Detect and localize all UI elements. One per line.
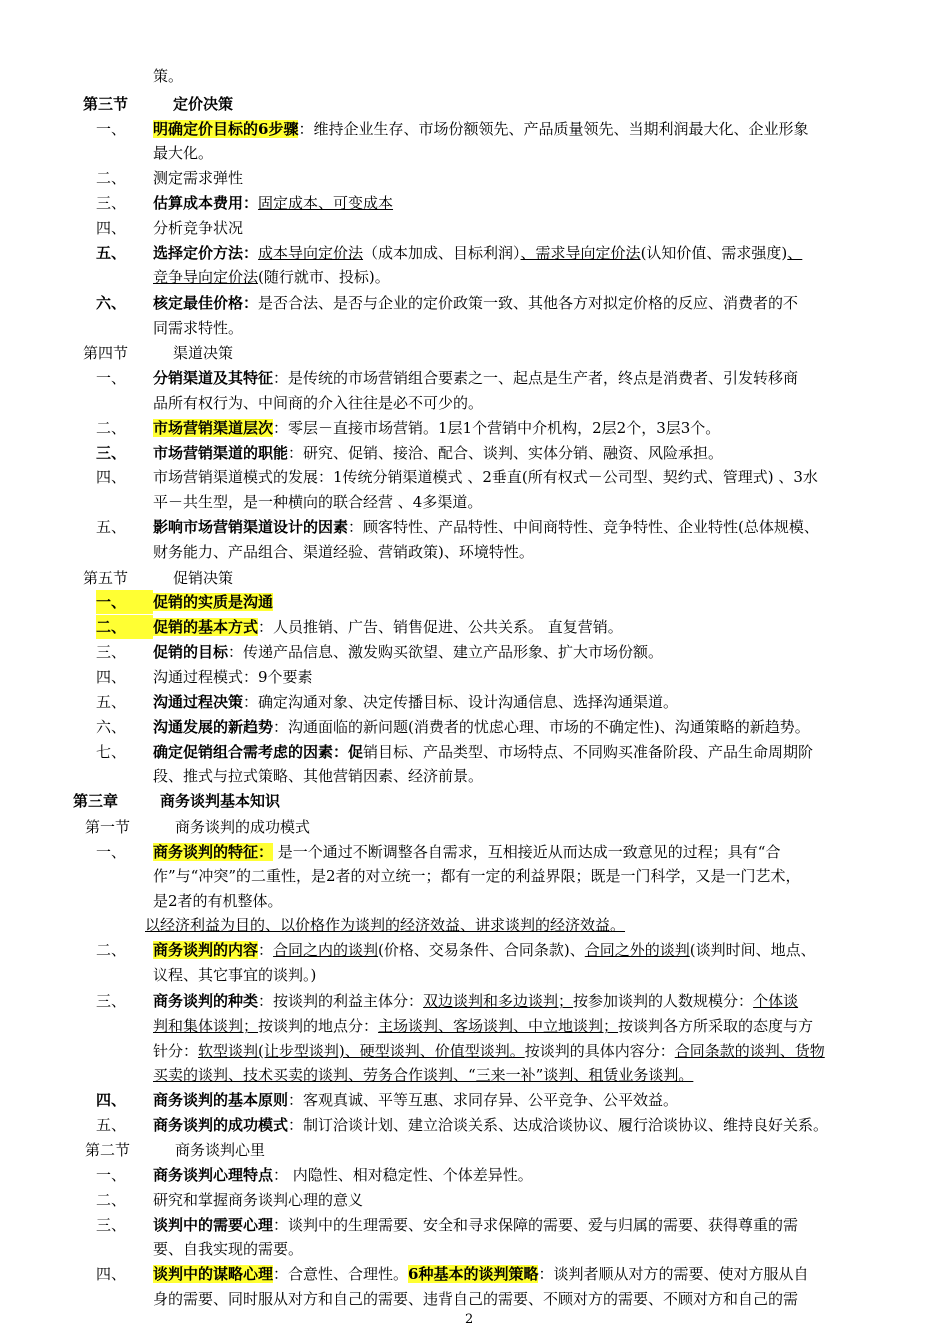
key-term: 谈判中的需要心理	[153, 1216, 274, 1234]
text: 作”与“冲突”的二重性，是2者的对立统一；都有一定的利益界限；既是一门科学，又是一门艺术，	[153, 867, 801, 885]
underlined-text: 竞争导向定价法	[153, 268, 259, 286]
section-title: 商务谈判的成功模式	[175, 818, 311, 836]
list-number: 一、	[96, 843, 127, 861]
text: ：是传统的市场营销组合要素之一、起点是生产者，终点是消费者、引发转移商	[273, 369, 799, 387]
text: ：零层－直接市场营销。1层1个营销中介机构，2层2个，3层3个。	[273, 419, 721, 437]
text: ：按谈判的利益主体分：	[258, 992, 424, 1010]
text: 市场营销渠道模式的发展：1传统分销渠道模式 、2垂直(所有权式－公司型、契约式、管理式) 、3水	[153, 468, 818, 486]
key-term: 促销的目标	[153, 643, 229, 661]
list-number: 一、	[96, 590, 153, 614]
text: (价格、交易条件、合同条款)、	[378, 941, 585, 959]
section-number: 第五节	[83, 569, 129, 587]
list-number: 一、	[96, 369, 127, 387]
key-term: 沟通发展的新趋势	[153, 718, 274, 736]
list-number: 三、	[96, 1216, 127, 1234]
text: ：人员推销、广告、销售促进、公共关系。 直复营销。	[258, 618, 623, 636]
key-term: 商务谈判心理特点	[153, 1166, 274, 1184]
text: ： 内隐性、相对稳定性、个体差异性。	[273, 1166, 533, 1184]
text: 分析竞争状况	[153, 219, 244, 237]
section-title: 定价决策	[173, 95, 234, 113]
text: 品所有权行为、中间商的介入往往是必不可少的。	[153, 394, 484, 412]
text: 测定需求弹性	[153, 169, 244, 187]
key-term: 商务谈判的内容	[153, 941, 259, 959]
text: 是一个通过不断调整各自需求，互相接近从而达成一致意见的过程；具有“合	[273, 843, 781, 861]
key-term: 6种基本的谈判策略	[408, 1265, 539, 1283]
underlined-text: 软型谈判(让步型谈判)、硬型谈判、价值型谈判。	[198, 1042, 525, 1060]
key-term: 核定最佳价格：	[153, 294, 259, 312]
text: (认知价值、需求强度)	[640, 244, 788, 262]
key-term: 促销的实质是沟通	[153, 593, 274, 611]
text: 沟通过程模式：9个要素	[153, 668, 313, 686]
text: 要、自我实现的需要。	[153, 1240, 304, 1258]
key-term: 谈判中的谋略心理	[153, 1265, 274, 1283]
underlined-text: 买卖的谈判、技术买卖的谈判、劳务合作谈判、“三来一补”谈判、租赁业务谈判。	[153, 1066, 694, 1084]
key-term: 确定促销组合需考虑的因素：促	[153, 743, 364, 761]
underlined-text: 成本导向定价法	[258, 244, 364, 262]
list-number: 二、	[96, 1191, 127, 1209]
text: 同需求特性。	[153, 319, 244, 337]
text: 按谈判的地点分：	[258, 1017, 379, 1035]
list-number: 四、	[96, 1091, 127, 1109]
text: 平－共生型，是一种横向的联合经营 、4多渠道。	[153, 493, 483, 511]
text: 销目标、产品类型、市场特点、不同购买准备阶段、产品生命周期阶	[363, 743, 814, 761]
text: ：客观真诚、平等互惠、求同存异、公平竞争、公平效益。	[288, 1091, 679, 1109]
list-number: 六、	[96, 718, 127, 736]
underlined-text: 合同之外的谈判	[584, 941, 690, 959]
list-number: 二、	[96, 169, 127, 187]
underlined-text: 合同条款的谈判、货物	[674, 1042, 825, 1060]
list-number: 二、	[96, 419, 127, 437]
text: ：沟通面临的新问题(消费者的忧虑心理、市场的不确定性)、沟通策略的新趋势。	[273, 718, 810, 736]
list-number: 二、	[96, 615, 153, 639]
key-term: 促销的基本方式	[153, 618, 259, 636]
text: 财务能力、产品组合、渠道经验、营销政策)、环境特性。	[153, 543, 534, 561]
text: 段、推式与拉式策略、其他营销因素、经济前景。	[153, 767, 484, 785]
list-number: 一、	[96, 1166, 127, 1184]
list-number: 二、	[96, 941, 127, 959]
text: 是2者的有机整体。	[153, 892, 283, 910]
text: ：顾客特性、产品特性、中间商特性、竞争特性、企业特性(总体规模、	[348, 518, 819, 536]
text: ：研究、促销、接洽、配合、谈判、实体分销、融资、风险承担。	[288, 444, 724, 462]
text: ：合意性、合理性。	[273, 1265, 409, 1283]
text: 最大化。	[153, 144, 214, 162]
list-number: 三、	[96, 643, 127, 661]
underlined-text: 、	[787, 244, 803, 262]
text: 按谈判各方所采取的态度与方	[618, 1017, 814, 1035]
key-term: 市场营销渠道的职能	[153, 444, 289, 462]
text: (谈判时间、地点、	[689, 941, 816, 959]
key-term: 选择定价方法：	[153, 244, 259, 262]
underlined-text: 双边谈判和多边谈判；	[423, 992, 574, 1010]
section-title: 渠道决策	[173, 344, 234, 362]
list-number: 五、	[96, 1116, 127, 1134]
section-number: 第一节	[85, 818, 131, 836]
text: 研究和掌握商务谈判心理的意义	[153, 1191, 364, 1209]
list-number: 四、	[96, 668, 127, 686]
text: 身的需要、同时服从对方和自己的需要、违背自己的需要、不顾对方的需要、不顾对方和自己的需	[153, 1290, 799, 1308]
text: ：确定沟通对象、决定传播目标、设计沟通信息、选择沟通渠道。	[243, 693, 679, 711]
key-term: 分销渠道及其特征	[153, 369, 274, 387]
underlined-text: 个体谈	[753, 992, 799, 1010]
text: 是否合法、是否与企业的定价政策一致、其他各方对拟定价格的反应、消费者的不	[258, 294, 799, 312]
underlined-text: 、需求导向定价法	[520, 244, 641, 262]
text: （成本加成、目标利润）	[363, 244, 521, 262]
text: ：谈判者顺从对方的需要、使对方服从自	[538, 1265, 809, 1283]
section-number: 第四节	[83, 344, 129, 362]
chapter-number: 第三章	[73, 792, 119, 810]
text: 策。	[153, 67, 184, 85]
underlined-text: 判和集体谈判；	[153, 1017, 259, 1035]
underlined-text: 主场谈判、客场谈判、中立地谈判；	[378, 1017, 619, 1035]
section-number: 第三节	[83, 95, 129, 113]
text: ：传递产品信息、激发购买欲望、建立产品形象、扩大市场份额。	[228, 643, 664, 661]
section-title: 促销决策	[173, 569, 234, 587]
list-number: 七、	[96, 743, 127, 761]
key-term: 市场营销渠道层次	[153, 419, 274, 437]
underlined-text: 以经济利益为目的、以价格作为谈判的经济效益、讲求谈判的经济效益。	[145, 916, 626, 934]
list-number: 四、	[96, 219, 127, 237]
text: 按参加谈判的人数规模分：	[573, 992, 754, 1010]
underlined-text: 固定成本、可变成本	[258, 194, 394, 212]
key-term: 影响市场营销渠道设计的因素	[153, 518, 349, 536]
list-number: 五、	[96, 518, 127, 536]
page-number: 2	[465, 1312, 474, 1327]
section-title: 商务谈判心里	[175, 1141, 266, 1159]
list-number: 四、	[96, 468, 127, 486]
text: ：	[258, 941, 274, 959]
key-term: 明确定价目标的6步骤	[153, 120, 299, 138]
key-term: 商务谈判的特征：	[153, 843, 274, 861]
list-number: 五、	[96, 693, 127, 711]
list-number: 六、	[96, 294, 127, 312]
key-term: 商务谈判的成功模式	[153, 1116, 289, 1134]
text: 议程、其它事宜的谈判。)	[153, 966, 317, 984]
list-number: 三、	[96, 194, 127, 212]
list-number: 一、	[96, 120, 127, 138]
chapter-title: 商务谈判基本知识	[160, 792, 281, 810]
list-number: 三、	[96, 444, 127, 462]
text: ：制订洽谈计划、建立洽谈关系、达成洽谈协议、履行洽谈协议、维持良好关系。	[288, 1116, 829, 1134]
key-term: 沟通过程决策	[153, 693, 244, 711]
list-number: 三、	[96, 992, 127, 1010]
text: ：维持企业生存、市场份额领先、产品质量领先、当期利润最大化、企业形象	[298, 120, 809, 138]
list-number: 四、	[96, 1265, 127, 1283]
text: 按谈判的具体内容分：	[524, 1042, 675, 1060]
key-term: 估算成本费用：	[153, 194, 259, 212]
text: 针分：	[153, 1042, 199, 1060]
key-term: 商务谈判的基本原则	[153, 1091, 289, 1109]
list-number: 五、	[96, 244, 127, 262]
text: ：谈判中的生理需要、安全和寻求保障的需要、爱与归属的需要、获得尊重的需	[273, 1216, 799, 1234]
key-term: 商务谈判的种类	[153, 992, 259, 1010]
section-number: 第二节	[85, 1141, 131, 1159]
underlined-text: 合同之内的谈判	[273, 941, 379, 959]
text: (随行就市、投标)。	[258, 268, 390, 286]
